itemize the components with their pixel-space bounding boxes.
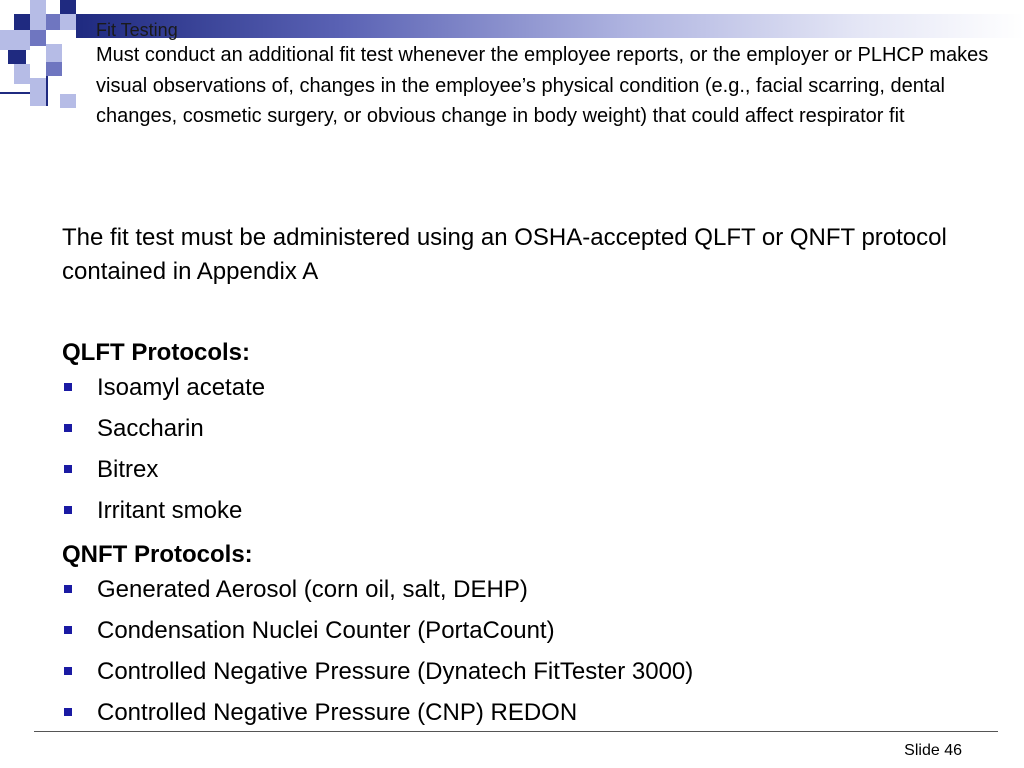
decorative-square <box>60 94 76 108</box>
footer-divider <box>34 731 998 732</box>
decorative-square <box>30 78 46 106</box>
list-item <box>62 408 962 449</box>
list-item-label: Generated Aerosol (corn oil, salt, DEHP) <box>97 576 528 603</box>
square-bullet-icon <box>64 626 72 634</box>
list-item-label: Irritant smoke <box>97 497 243 524</box>
list-item <box>62 449 962 490</box>
list-item <box>62 610 962 651</box>
list-item <box>62 692 962 733</box>
intro-paragraph: The fit test must be administered using an OSHA-accepted QLFT or QNFT protocol contained in Appendix A <box>62 224 947 285</box>
qlft-heading: QLFT Protocols: <box>62 339 250 366</box>
decorative-square <box>46 62 62 76</box>
qlft-list <box>62 367 962 531</box>
decorative-line <box>46 76 48 106</box>
decorative-square <box>14 14 30 30</box>
square-bullet-icon <box>64 424 72 432</box>
qnft-heading: QNFT Protocols: <box>62 541 253 568</box>
title-body-text: Must conduct an additional fit test whenever the employee reports, or the employer or PLHCP makes visual observations of, changes in the employee’s physical condition (e.g., facial scarring, dental changes, cosmetic surgery, or obvious change in body weight) that could affect respirator fit <box>96 44 989 127</box>
slide-title: Fit Testing <box>96 20 178 40</box>
decorative-square <box>30 30 46 46</box>
square-bullet-icon <box>64 383 72 391</box>
list-item-label: Controlled Negative Pressure (Dynatech FitTester 3000) <box>97 658 694 685</box>
decorative-square <box>8 50 26 64</box>
qnft-list <box>62 569 962 733</box>
list-item <box>62 651 962 692</box>
title-block <box>96 20 996 132</box>
slide-number: Slide 46 <box>904 742 962 759</box>
square-bullet-icon <box>64 465 72 473</box>
square-bullet-icon <box>64 708 72 716</box>
list-item-label: Condensation Nuclei Counter (PortaCount) <box>97 617 555 644</box>
list-item-label: Saccharin <box>97 415 204 442</box>
decorative-square <box>14 64 30 84</box>
square-bullet-icon <box>64 506 72 514</box>
list-item-label: Controlled Negative Pressure (CNP) REDON <box>97 699 578 726</box>
square-bullet-icon <box>64 585 72 593</box>
decorative-square <box>60 14 76 30</box>
list-item <box>62 367 962 408</box>
decorative-square <box>46 14 60 30</box>
list-item-label: Bitrex <box>97 456 159 483</box>
decorative-square <box>46 44 62 62</box>
list-item-label: Isoamyl acetate <box>97 374 266 401</box>
square-bullet-icon <box>64 667 72 675</box>
decorative-square <box>0 30 30 50</box>
decorative-line <box>0 92 30 94</box>
decorative-square <box>30 0 46 30</box>
slide-content <box>62 221 962 733</box>
list-item <box>62 569 962 610</box>
list-item <box>62 490 962 531</box>
decorative-square <box>60 0 76 14</box>
